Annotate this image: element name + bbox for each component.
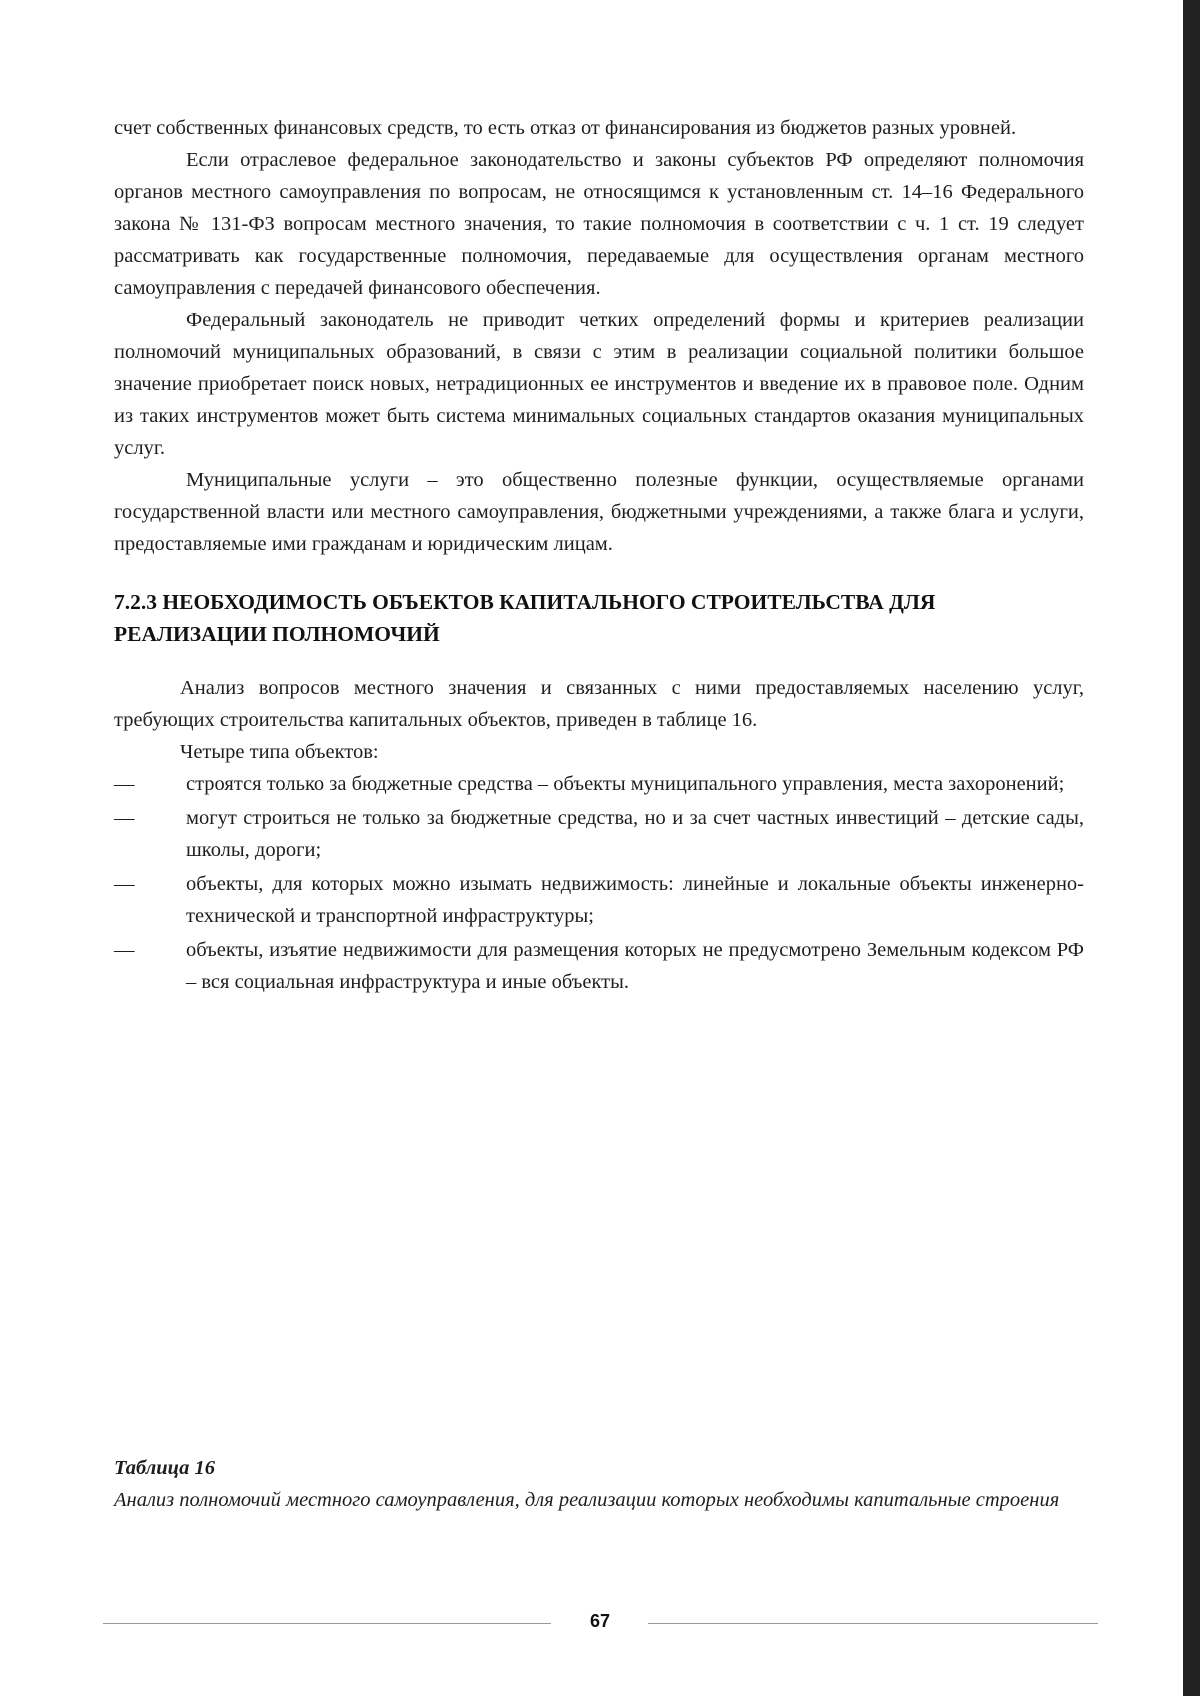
paragraph-municipal-services: Муниципальные услуги – это общественно полезные функции, осуществляемые органами государственной власти или местного самоуправления, бюджетными учреждениями, а также блага и услуги, предоставляемые ими гражданам и юридическим лицам. [114,469,1084,555]
list-intro: Четыре типа объектов: [180,741,379,763]
paragraph-analysis: Анализ вопросов местного значения и связанных с ними предоставляемых населению услуг, требующих строительства капитальных объектов, приведен в таблице 16. [114,677,1084,731]
dash-bullet: — [114,939,135,961]
list-item [114,802,1084,866]
footer-divider-left [103,1623,551,1624]
footer-divider-right [648,1623,1098,1624]
list-item [114,934,1084,998]
table-caption-title: Таблица 16 [114,1457,215,1479]
list-item-text: могут строиться не только за бюджетные средства, но и за счет частных инвестиций – детские сады, школы, дороги; [186,807,1084,861]
dash-bullet: — [114,807,135,829]
paragraph-delegated-powers: Если отраслевое федеральное законодательство и законы субъектов РФ определяют полномочия органов местного самоуправления по вопросам, не относящимся к установленным ст. 14–16 Федерального закона № 131-ФЗ вопросам местного значения, то такие полномочия в соответствии с ч. 1 ст. 19 следует рассматривать как государственные полномочия, передаваемые для осуществления органам местного самоуправления с передачей финансового обеспечения. [114,149,1084,299]
table-caption-description: Анализ полномочий местного самоуправления, для реализации которых необходимы капитальные строения [114,1489,1060,1511]
object-types-list [114,768,1084,998]
list-item-text: объекты, изъятие недвижимости для размещения которых не предусмотрено Земельным кодексом РФ – вся социальная инфраструктура и иные объекты. [186,939,1084,993]
dash-bullet: — [114,773,135,795]
list-item-text: объекты, для которых можно изымать недвижимость: линейные и локальные объекты инженерно-технической и транспортной инфраструктуры; [186,873,1084,927]
page-number: 67 [589,1611,611,1631]
paragraph-federal-legislator: Федеральный законодатель не приводит четких определений формы и критериев реализации полномочий муниципальных образований, в связи с этим в реализации социальной политики большое значение приобретает поиск новых, нетрадиционных ее инструментов и введение их в правовое поле. Одним из таких инструментов может быть система минимальных социальных стандартов оказания муниципальных услуг. [114,309,1084,459]
page-body [114,112,1084,1000]
page-edge-shadow [1183,0,1200,1696]
list-item-text: строятся только за бюджетные средства – объекты муниципального управления, места захоронений; [186,773,1065,795]
table-caption [114,1452,1074,1516]
list-item [114,868,1084,932]
dash-bullet: — [114,873,135,895]
list-item [114,768,1084,800]
paragraph-continuation: счет собственных финансовых средств, то есть отказ от финансирования из бюджетов разных уровней. [114,117,1017,139]
section-heading: 7.2.3 НЕОБХОДИМОСТЬ ОБЪЕКТОВ КАПИТАЛЬНОГО СТРОИТЕЛЬСТВА ДЛЯ РЕАЛИЗАЦИИ ПОЛНОМОЧИЙ [114,590,936,646]
